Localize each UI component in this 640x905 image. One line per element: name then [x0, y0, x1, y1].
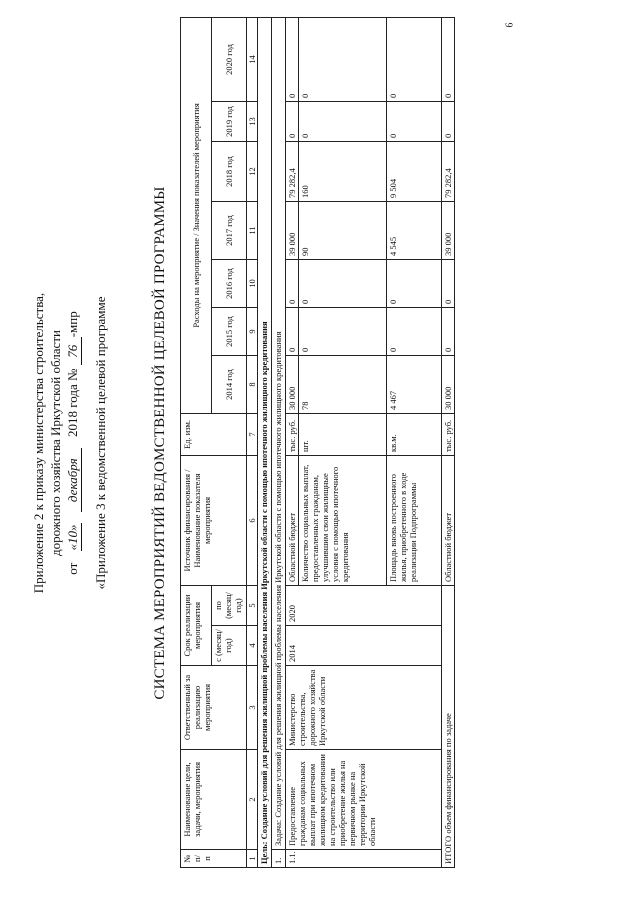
column-number: 9 [247, 308, 258, 356]
table-header-row-1 [181, 17, 212, 867]
rotated-page [30, 18, 480, 868]
total-value: 0 [442, 260, 455, 308]
page-number: 9 [502, 22, 514, 28]
indicator-value: 0 [299, 102, 387, 142]
measure-name: Предоставление гражданам социальных выплат при ипотечном жилищном кредитовании на строительство или приобретение жилья на первичном рынке на территории Иркутской области [286, 750, 442, 850]
total-value: 39 000 [442, 202, 455, 260]
goal-text: Цель: Создание условий для решения жилищной проблемы населения Иркутской области с помощью ипотечного жилищного кредитования [258, 17, 272, 867]
total-value: 30 000 [442, 356, 455, 414]
indicator-source: Площадь вновь построенного жилья, приобретенного в ходе реализации Подпрограммы [387, 456, 442, 586]
indicator-value: 4 467 [387, 356, 442, 414]
indicator-source: Количество социальных выплат, предоставленных гражданам, улучшившим свои жилищные условия с помощью ипотечного кредитования [299, 456, 387, 586]
column-number: 10 [247, 260, 258, 308]
header-period: Срок реализации мероприятия [181, 586, 212, 666]
column-number: 2 [247, 750, 258, 850]
measure-period-from: 2014 [286, 626, 442, 666]
total-value: 0 [442, 308, 455, 356]
indicator-value: 0 [387, 17, 442, 101]
measure-value: 0 [286, 260, 299, 308]
column-number: 7 [247, 414, 258, 456]
indicator-unit: шт. [299, 414, 387, 456]
column-number: 5 [247, 586, 258, 626]
total-value: 79 282,4 [442, 142, 455, 202]
indicator-value: 160 [299, 142, 387, 202]
header-year: 2019 год [212, 102, 247, 142]
total-row [442, 17, 455, 867]
measure-value: 0 [286, 308, 299, 356]
header-unit: Ед. изм. [181, 414, 247, 456]
header-source: Источник финансирования / Наименование показателя мероприятия [181, 456, 247, 586]
header-period-to: по (месяц/год) [212, 586, 247, 626]
column-number: 3 [247, 666, 258, 750]
header-responsible: Ответственный за реализацию мероприятия [181, 666, 247, 750]
indicator-value: 0 [299, 260, 387, 308]
measure-number: 1.1. [286, 850, 442, 868]
header-order-suffix: -мпр [65, 311, 80, 338]
header-line-2: дорожного хозяйства Иркутской области [48, 330, 63, 556]
column-number: 12 [247, 142, 258, 202]
header-line-1: Приложение 2 к приказу министерства строительства, [31, 292, 46, 594]
indicator-value: 9 504 [387, 142, 442, 202]
header-year: 2018 год [212, 142, 247, 202]
header-date-month: декабря [64, 448, 82, 512]
column-number: 4 [247, 626, 258, 666]
column-number: 1 [247, 850, 258, 868]
task-text: Задача: Создание условий для решения жилищной проблемы населения Иркутской области с помощью ипотечного жилищного кредитования [272, 17, 286, 849]
measure-responsible: Министерство строительства, дорожного хозяйства Иркутской области [286, 666, 442, 750]
goal-row [258, 17, 272, 867]
column-numbers-row [247, 17, 258, 867]
indicator-value: 0 [299, 308, 387, 356]
task-number: 1. [272, 850, 286, 868]
header-line-3 [64, 98, 82, 788]
indicator-value: 0 [387, 102, 442, 142]
total-label: ИТОГО объем финансирования по задаче [442, 586, 455, 868]
header-year: 2015 год [212, 308, 247, 356]
task-row [272, 17, 286, 867]
measures-table [180, 17, 455, 868]
header-num: № п/п [181, 850, 247, 868]
indicator-value: 78 [299, 356, 387, 414]
header-expenses: Расходы на мероприятие / Значения показателей мероприятия [181, 17, 212, 413]
measure-source: Областной бюджет [286, 456, 299, 586]
measure-value: 39 000 [286, 202, 299, 260]
header-name: Наименование цели, задачи, мероприятия [181, 750, 247, 850]
indicator-value: 4 545 [387, 202, 442, 260]
header-year: 2016 год [212, 260, 247, 308]
order-header [30, 98, 109, 788]
indicator-value: 0 [299, 17, 387, 101]
header-year: 2017 год [212, 202, 247, 260]
column-number: 6 [247, 456, 258, 586]
indicator-value: 0 [387, 308, 442, 356]
column-number: 8 [247, 356, 258, 414]
total-source: Областной бюджет [442, 456, 455, 586]
total-value: 0 [442, 102, 455, 142]
indicator-unit: кв.м. [387, 414, 442, 456]
header-date-year: 2018 года № [65, 368, 80, 437]
column-number: 14 [247, 17, 258, 101]
header-date-prefix: от [65, 562, 80, 575]
measure-value: 0 [286, 17, 299, 101]
header-date-day: «10» [65, 524, 80, 551]
measure-period-to: 2020 [286, 586, 442, 626]
document-title: СИСТЕМА МЕРОПРИЯТИЙ ВЕДОМСТВЕННОЙ ЦЕЛЕВОЙ ПРОГРАММЫ [152, 186, 168, 700]
measure-value: 30 000 [286, 356, 299, 414]
measure-value: 0 [286, 102, 299, 142]
indicator-value: 90 [299, 202, 387, 260]
measure-unit: тыс. руб. [286, 414, 299, 456]
column-number: 13 [247, 102, 258, 142]
header-year: 2014 год [212, 356, 247, 414]
indicator-value: 0 [387, 260, 442, 308]
header-order-number: 76 [64, 337, 82, 365]
measure-value: 79 282,4 [286, 142, 299, 202]
total-unit: тыс. руб. [442, 414, 455, 456]
header-year: 2020 год [212, 17, 247, 101]
header-period-from: с (месяц/год) [212, 626, 247, 666]
measure-row [286, 17, 299, 867]
column-number: 11 [247, 202, 258, 260]
total-value: 0 [442, 17, 455, 101]
header-subtitle: «Приложение 3 к ведомственной целевой программе [93, 296, 108, 590]
